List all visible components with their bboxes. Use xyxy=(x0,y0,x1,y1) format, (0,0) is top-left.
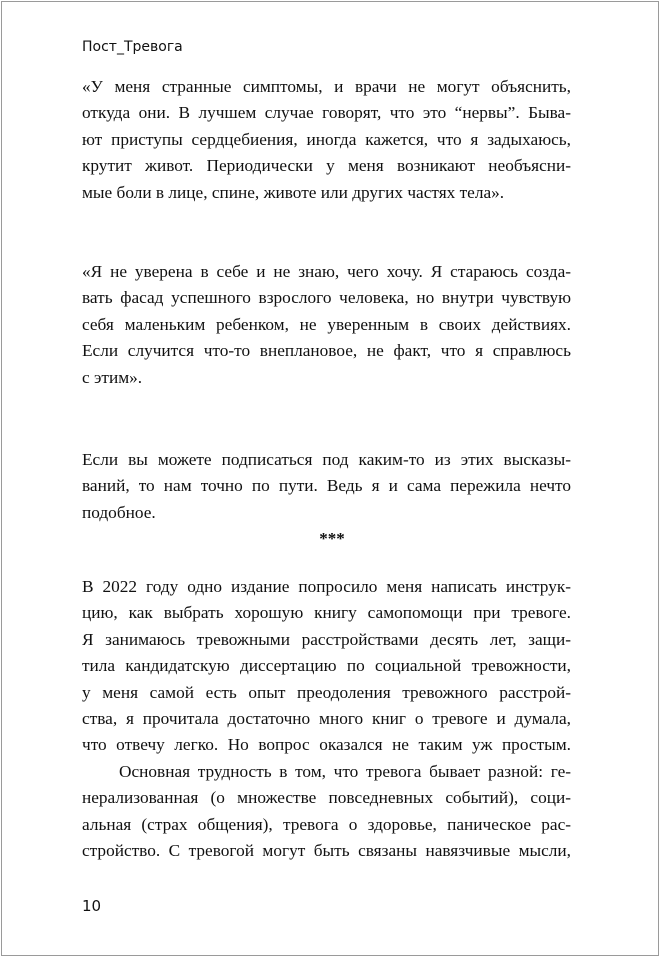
text-line: вать фасад успешного взрослого человека, но внутри чувствую xyxy=(82,288,571,308)
text-line: тила кандидатскую диссертацию по социальной тревожности, xyxy=(82,656,571,676)
text-line: В 2022 году одно издание попросило меня написать инструк- xyxy=(82,577,571,596)
text-line: себя маленьким ребенком, не уверенным в своих действиях. xyxy=(82,314,571,334)
text-line: мые боли в лице, спине, животе или других частях тела». xyxy=(82,182,505,202)
text-line: у меня самой есть опыт преодоления тревожного расстрой- xyxy=(82,682,571,702)
page-number: 10 xyxy=(82,897,102,915)
text-line: что отвечу легко. Но вопрос оказался не таким уж простым. xyxy=(82,735,571,755)
text-line: с этим». xyxy=(82,367,143,387)
text-line: нерализованная (о множестве повседневных событий), соци- xyxy=(82,788,571,808)
text-line: «У меня странные симптомы, и врачи не могут объяснить, xyxy=(82,77,571,96)
book-page xyxy=(1,1,659,956)
text-line: альная (страх общения), тревога о здоровье, паническое рас- xyxy=(82,814,571,834)
text-line: цию, как выбрать хорошую книгу самопомощи при тревоге. xyxy=(82,603,571,623)
text-line: Я занимаюсь тревожными расстройствами десять лет, защи- xyxy=(82,629,571,649)
text-line: подобное. xyxy=(82,502,156,522)
section-separator: *** xyxy=(319,529,345,548)
paragraph-intro xyxy=(82,447,571,526)
text-line: ваний, то нам точно по пути. Ведь я и сама пережила нечто xyxy=(82,476,571,496)
text-line: Если вы можете подписаться под каким-то из этих высказы- xyxy=(82,450,571,469)
text-line: Основная трудность в том, что тревога бывает разной: ге- xyxy=(119,761,571,781)
paragraph-quote-1 xyxy=(82,74,571,206)
text-line: ют приступы сердцебиения, иногда кажется, что я задыхаюсь, xyxy=(82,129,571,149)
text-line: стройство. С тревогой могут быть связаны навязчивые мысли, xyxy=(82,841,571,861)
paragraph-main xyxy=(82,574,571,864)
text-line: Если случится что-то внеплановое, не факт, что я справлюсь xyxy=(82,341,571,361)
text-line: крутит живот. Периодически у меня возникают необъясни- xyxy=(82,156,571,176)
text-line: откуда они. В лучшем случае говорят, что это “нервы”. Быва- xyxy=(82,103,571,123)
paragraph-quote-2 xyxy=(82,259,571,391)
running-header: Пост_Тревога xyxy=(82,39,183,55)
text-line: ства, я прочитала достаточно много книг о тревоге и думала, xyxy=(82,709,571,729)
text-line: «Я не уверена в себе и не знаю, чего хочу. Я стараюсь созда- xyxy=(82,262,571,281)
